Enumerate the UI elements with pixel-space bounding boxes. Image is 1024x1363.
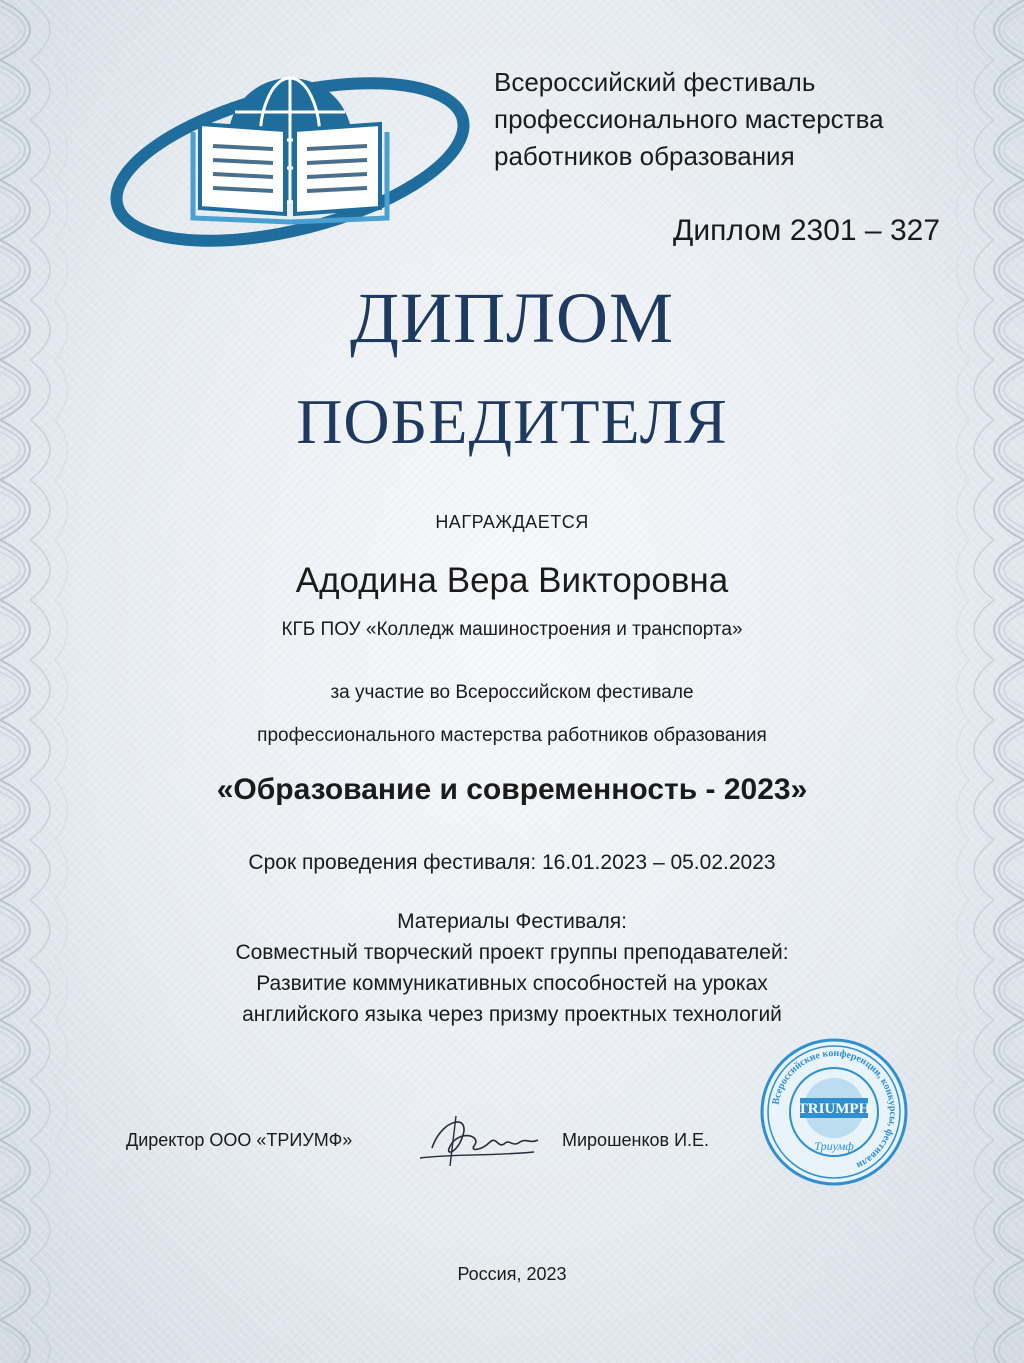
materials-line: Развитие коммуникативных способностей на уроках	[256, 972, 768, 995]
festival-logo	[105, 62, 475, 252]
handwritten-signature	[412, 1108, 542, 1170]
festival-period: Срок проведения фестиваля: 16.01.2023 – 05.02.2023	[248, 851, 776, 874]
signer-name: Мирошенков И.Е.	[562, 1130, 710, 1150]
header-line: Всероссийский фестиваль	[494, 67, 816, 97]
diploma-number: Диплом 2301 – 327	[673, 214, 940, 247]
participation-text: профессионального мастерства работников образования	[257, 725, 767, 746]
festival-header	[494, 64, 964, 175]
participation-text: за участие во Всероссийском фестивале	[330, 682, 694, 703]
materials-line: Совместный творческий проект группы преподавателей:	[235, 941, 789, 964]
svg-text:Всероссийские конференции, кон: Всероссийские конференции, конкурсы, фестивали	[770, 1047, 899, 1171]
recipient-organization: КГБ ПОУ «Колледж машиностроения и транспорта»	[281, 619, 743, 640]
svg-text:Триумф: Триумф	[814, 1139, 854, 1153]
festival-materials	[0, 906, 1024, 1030]
recipient-name: Адодина Вера Викторовна	[295, 561, 729, 600]
festival-name: «Образование и современность - 2023»	[216, 773, 808, 806]
diploma-subtitle: ПОБЕДИТЕЛЯ	[296, 386, 728, 457]
footer-location-year: Россия, 2023	[457, 1264, 567, 1284]
diploma-title: ДИПЛОМ	[350, 278, 674, 358]
materials-line: английского языка через призму проектных технологий	[242, 1003, 782, 1026]
awarded-label: НАГРАЖДАЕТСЯ	[435, 512, 589, 532]
director-position: Директор ООО «ТРИУМФ»	[126, 1130, 353, 1150]
organization-stamp	[758, 1036, 910, 1188]
header-line: профессионального мастерства	[494, 104, 884, 134]
header-line: работников образования	[494, 141, 795, 171]
svg-text:TRIUMPH: TRIUMPH	[797, 1101, 871, 1117]
materials-line: Материалы Фестиваля:	[397, 910, 627, 933]
